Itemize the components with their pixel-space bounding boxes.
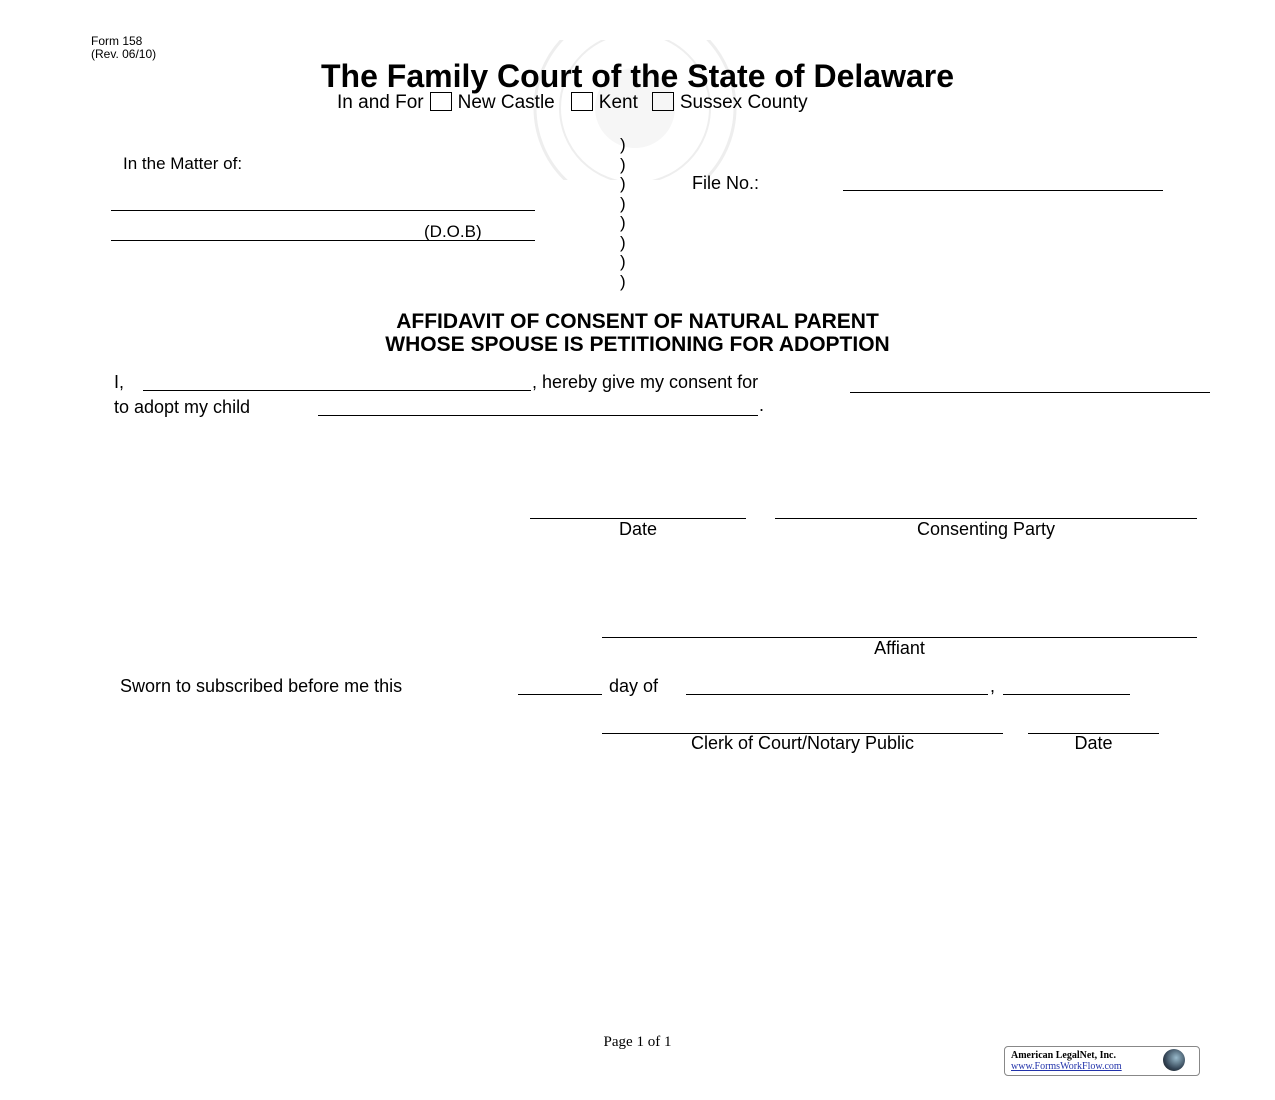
petitioner-line[interactable]	[850, 392, 1210, 393]
affidavit-heading	[0, 310, 1275, 356]
brand-url[interactable]: www.FormsWorkFlow.com	[1011, 1061, 1122, 1072]
court-title: The Family Court of the State of Delaware	[321, 58, 954, 94]
county-line	[337, 92, 808, 114]
form-number: Form 158	[91, 34, 143, 48]
caption-paren: )	[620, 135, 626, 154]
label-kent: Kent	[598, 92, 638, 113]
body-i: I,	[114, 372, 125, 392]
month-line[interactable]	[686, 694, 988, 695]
body-consent: , hereby give my consent for	[532, 372, 759, 392]
caption-paren: )	[620, 193, 626, 213]
checkbox-kent[interactable]	[571, 92, 593, 111]
comma: ,	[990, 676, 996, 696]
caption-paren: )	[620, 154, 626, 174]
sworn-text: Sworn to subscribed before me this	[120, 676, 403, 696]
file-no-line[interactable]	[843, 190, 1163, 191]
brand-name: American LegalNet, Inc.	[1011, 1050, 1116, 1061]
page-number: Page 1 of 1	[603, 1034, 672, 1050]
caption-paren: )	[620, 213, 626, 232]
dob-label: (D.O.B)	[424, 222, 482, 241]
label-new-castle: New Castle	[457, 92, 555, 113]
year-line[interactable]	[1003, 694, 1130, 695]
affiant-label: Affiant	[874, 638, 925, 658]
party-name-line[interactable]	[111, 210, 535, 211]
in-the-matter-of-label: In the Matter of:	[123, 154, 243, 173]
file-no-label: File No.:	[692, 173, 760, 193]
consenting-party-label: Consenting Party	[916, 519, 1056, 539]
body-adopt: to adopt my child	[114, 397, 251, 417]
heading-line-2: WHOSE SPOUSE IS PETITIONING FOR ADOPTION	[385, 333, 890, 356]
body-period: .	[759, 395, 765, 415]
globe-logo-icon	[1163, 1049, 1185, 1071]
caption-paren: )	[620, 252, 626, 271]
consenting-parent-line[interactable]	[143, 390, 531, 391]
date-label: Date	[618, 519, 658, 539]
american-legalnet-badge[interactable]	[1004, 1046, 1200, 1076]
label-sussex: Sussex County	[679, 92, 808, 113]
county-prefix: In and For	[337, 92, 424, 113]
day-line[interactable]	[518, 694, 602, 695]
checkbox-sussex[interactable]	[652, 92, 674, 111]
caption-paren: )	[620, 271, 626, 291]
child-name-line[interactable]	[318, 415, 758, 416]
day-of-text: day of	[609, 676, 659, 696]
caption-paren: )	[620, 232, 626, 252]
revision: (Rev. 06/10)	[91, 47, 157, 61]
caption-paren: )	[620, 174, 626, 193]
checkbox-new-castle[interactable]	[430, 92, 452, 111]
clerk-label: Clerk of Court/Notary Public	[690, 733, 915, 753]
heading-line-1: AFFIDAVIT OF CONSENT OF NATURAL PARENT	[396, 310, 879, 333]
date2-label: Date	[1074, 733, 1113, 753]
